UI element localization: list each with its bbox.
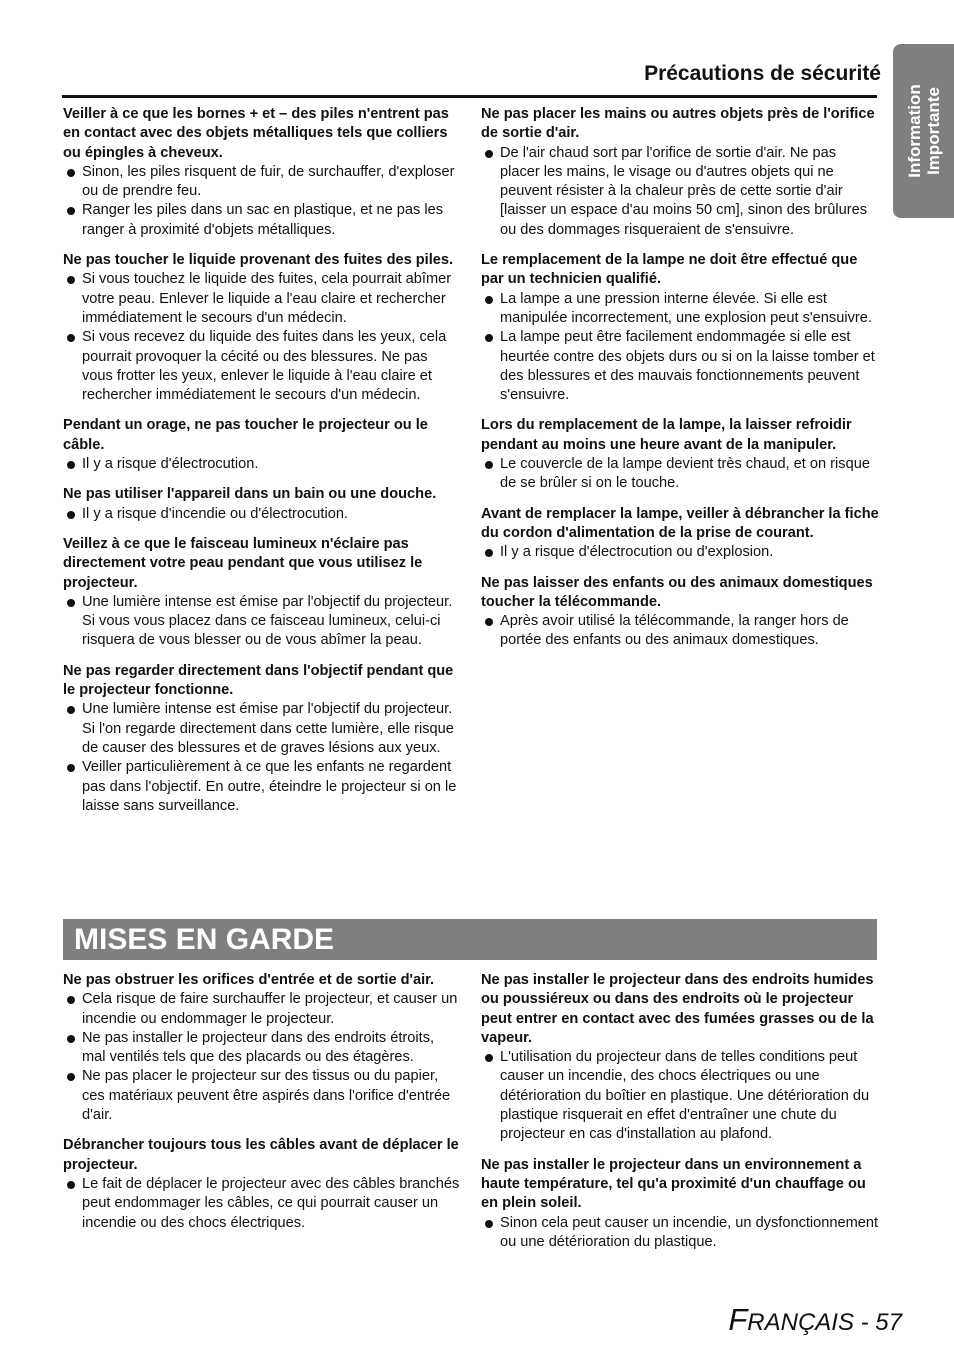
warning-bullets <box>63 700 461 816</box>
warning-heading: Ne pas regarder directement dans l'objectif pendant que le projecteur fonctionne. <box>63 662 454 699</box>
warning-bullets <box>63 1175 461 1233</box>
warning-bullet-item: Cela risque de faire surchauffer le projecteur, et causer un incendie ou endommager le projecteur. <box>63 990 461 1029</box>
warning-block <box>63 105 461 240</box>
warning-bullets <box>481 1214 879 1253</box>
warning-block <box>481 574 879 651</box>
warning-bullets <box>481 290 879 406</box>
warning-block <box>481 105 879 240</box>
warning-bullets <box>63 990 461 1125</box>
warning-heading: Débrancher toujours tous les câbles avant de déplacer le projecteur. <box>63 1137 459 1173</box>
warning-bullet-item: La lampe peut être facilement endommagée si elle est heurtée contre des objets durs ou si on la laisse tomber et des blessures et des mauvais fonctionnements peuvent s'ensuivre. <box>481 328 879 405</box>
warning-bullet-item: Après avoir utilisé la télécommande, la ranger hors de portée des enfants ou des animaux domestiques. <box>481 612 879 651</box>
warning-bullet-item: Il y a risque d'électrocution. <box>63 455 461 474</box>
top-left-column <box>63 105 461 827</box>
warning-heading: Le remplacement de la lampe ne doit être effectué que par un technicien qualifié. <box>481 252 858 288</box>
warning-bullets <box>63 593 461 651</box>
warning-block <box>63 971 461 1125</box>
warning-block <box>481 251 879 405</box>
warning-bullet-item: Le couvercle de la lampe devient très chaud, et on risque de se brûler si on le touche. <box>481 455 879 494</box>
warning-bullet-item: Une lumière intense est émise par l'objectif du projecteur. Si vous vous placez dans ce faisceau lumineux, celui-ci risquera de vous blesser ou de vous abîmer la peau. <box>63 593 461 651</box>
warning-bullets <box>63 270 461 405</box>
warning-bullet-item: Ne pas installer le projecteur dans des endroits étroits, mal ventilés tels que des placards ou des étagères. <box>63 1029 461 1068</box>
warning-bullets <box>63 163 461 240</box>
warning-block <box>481 505 879 563</box>
warning-bullets <box>63 455 461 474</box>
warning-block <box>481 416 879 493</box>
warning-bullet-item: Sinon cela peut causer un incendie, un dysfonctionnement ou une détérioration du plastique. <box>481 1214 879 1253</box>
warning-heading: Ne pas toucher le liquide provenant des fuites des piles. <box>63 252 454 269</box>
warning-bullet-item: Une lumière intense est émise par l'objectif du projecteur. Si l'on regarde directement dans cette lumière, elle risque de causer des blessures et de graves lésions aux yeux. <box>63 700 461 758</box>
warning-heading: Veillez à ce que le faisceau lumineux n'éclaire pas directement votre peau pendant que vous utilisez le projecteur. <box>63 535 423 591</box>
warning-heading: Ne pas obstruer les orifices d'entrée et de sortie d'air. <box>63 972 435 988</box>
warning-bullets <box>63 505 461 524</box>
warning-block <box>481 971 879 1145</box>
warning-block <box>63 535 461 651</box>
warning-bullet-item: Ranger les piles dans un sac en plastique, et ne pas les ranger à proximité d'objets métalliques. <box>63 201 461 240</box>
warning-bullet-item: Il y a risque d'électrocution ou d'explosion. <box>481 543 879 562</box>
page-footer <box>728 1302 902 1338</box>
side-tab-label: Information Importante <box>904 84 943 178</box>
warning-bullets <box>481 144 879 240</box>
warning-bullet-item: La lampe a une pression interne élevée. Si elle est manipulée incorrectement, une explosion peut s'ensuivre. <box>481 290 879 329</box>
warning-bullet-item: Si vous recevez du liquide des fuites dans les yeux, cela pourrait provoquer la cécité ou des blessures. Ne pas vous frotter les yeux, enlever le liquide à l'eau claire et rechercher immédiatement le secours d'un médecin. <box>63 328 461 405</box>
warning-bullet-item: Le fait de déplacer le projecteur avec des câbles branchés peut endommager les câbles, ce qui pourrait causer un incendie ou des chocs électriques. <box>63 1175 461 1233</box>
warning-block <box>63 662 461 816</box>
warning-heading: Ne pas installer le projecteur dans des endroits humides ou poussiéreux ou dans des endroits où le projecteur peut entrer en contact avec des fumées grasses ou de la vapeur. <box>481 972 874 1046</box>
warning-bullet-item: Si vous touchez le liquide des fuites, cela pourrait abîmer votre peau. Enlever le liquide a l'eau claire et rechercher immédiatement le secours d'un médecin. <box>63 270 461 328</box>
warning-bullet-item: De l'air chaud sort par l'orifice de sortie d'air. Ne pas placer les mains, le visage ou d'autres objets qui ne peuvent résister à la chaleur près de cette sortie d'air [laisser un espace d'au moins 50 cm], sinon des brûlures ou des dommages risqueraient de s'ensuivre. <box>481 144 879 240</box>
warning-bullet-item: Veiller particulièrement à ce que les enfants ne regardent pas dans l'objectif. En outre, éteindre le projecteur si on le laisse sans surveillance. <box>63 758 461 816</box>
bottom-left-column <box>63 971 461 1244</box>
warning-block <box>63 485 461 524</box>
warning-bullets <box>481 543 879 562</box>
warning-block <box>63 416 461 474</box>
bottom-right-column <box>481 971 879 1263</box>
warning-heading: Ne pas installer le projecteur dans un environnement a haute température, tel qu'a proximité d'un chauffage ou en plein soleil. <box>481 1156 866 1212</box>
warning-bullets <box>481 612 879 651</box>
warning-heading: Ne pas utiliser l'appareil dans un bain ou une douche. <box>63 486 437 503</box>
warning-bullet-item: L'utilisation du projecteur dans de telles conditions peut causer un incendie, des chocs électriques ou une détérioration du boîtier en plastique. Une détérioration du plastique risquerait en effet d'entraîner une chute du projecteur en cas d'installation au plafond. <box>481 1048 879 1144</box>
section-side-tab <box>893 44 954 218</box>
warning-block <box>63 1136 461 1232</box>
warning-bullets <box>481 1048 879 1144</box>
warning-bullet-item: Ne pas placer le projecteur sur des tissus ou du papier, ces matériaux peuvent être aspirés dans l'orifice d'entrée d'air. <box>63 1067 461 1125</box>
warning-block <box>63 251 461 405</box>
warning-heading: Ne pas placer les mains ou autres objets près de l'orifice de sortie d'air. <box>481 106 875 142</box>
warning-bullets <box>481 455 879 494</box>
warning-block <box>481 1156 879 1252</box>
header-divider <box>62 95 877 98</box>
warning-heading: Ne pas laisser des enfants ou des animaux domestiques toucher la télécommande. <box>481 574 873 610</box>
warning-heading: Veiller à ce que les bornes + et – des piles n'entrent pas en contact avec des objets métalliques tels que colliers ou épingles à cheveux. <box>63 106 449 161</box>
warning-heading: Avant de remplacer la lampe, veiller à débrancher la fiche du cordon d'alimentation de la prise de courant. <box>481 505 879 541</box>
footer-page-label: RANÇAIS - 57 <box>747 1309 902 1336</box>
section-title-banner: MISES EN GARDE <box>63 919 877 960</box>
page-header-title: Précautions de sécurité <box>644 62 881 85</box>
warning-heading: Pendant un orage, ne pas toucher le projecteur ou le câble. <box>63 417 428 453</box>
warning-heading: Lors du remplacement de la lampe, la laisser refroidir pendant au moins une heure avant de la manipuler. <box>481 417 852 453</box>
warning-bullet-item: Sinon, les piles risquent de fuir, de surchauffer, d'exploser ou de prendre feu. <box>63 163 461 202</box>
warning-bullet-item: Il y a risque d'incendie ou d'électrocution. <box>63 505 461 524</box>
footer-initial: F <box>728 1302 748 1337</box>
top-right-column <box>481 105 879 662</box>
